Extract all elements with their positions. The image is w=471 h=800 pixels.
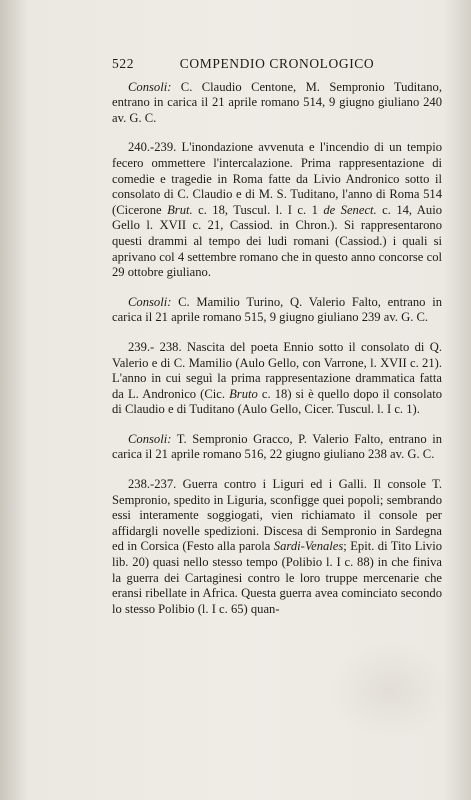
year-paragraph-240: 240.-239. L'inondazione avvenuta e l'incendio di un tempio fecero ommettere l'intercalazione. Prima rappresentazione di comedie e tragedie in Roma fatte da Livio Andronico sotto il consolato di C. Claudio e di M. S. Tuditano, l'anno di Roma 514 (Cicerone Brut. c. 18, Tuscul. l. I c. 1 de Senect. c. 14, Auio Gello l. XVII c. 21, Cassiod. in Chron.). Si rappresentarono questi drammi al tempo dei ludi romani (Cassiod.) i quali si aprivano col 4 settembre romano che in questo anno concorse col 29 ottobre giuliano.: [112, 140, 442, 280]
page-header: [112, 56, 442, 72]
year-label: 240.-239.: [128, 140, 177, 155]
year-label: 239.- 238.: [128, 339, 182, 354]
year-label: 238.-237.: [128, 477, 177, 492]
consuls-label: Consoli:: [128, 294, 172, 309]
consuls-paragraph-3: Consoli: T. Sempronio Gracco, P. Valerio Falto, entrano in carica il 21 aprile romano 516, 22 giugno giuliano 238 av. G. C.: [112, 431, 442, 462]
year-paragraph-238: 238.-237. Guerra contro i Liguri ed i Galli. Il console T. Sempronio, spedito in Liguria, sconfigge quei popoli; sembrando essi interamente soggiogati, vien richiamato il console per affidargli novelle spedizioni. Discesa di Sempronio in Sardegna ed in Corsica (Festo alla parola Sardi-Venales; Epit. di Tito Livio lib. 20) quasi nello stesso tempo (Polibio l. I c. 88) in che finiva la guerra dei Cartaginesi contro le loro truppe mercenarie che eransi ribellate in Africa. Questa guerra avea cominciato secondo lo stesso Polibio (l. I c. 65) quan-: [112, 477, 442, 616]
year-paragraph-239: 239.- 238. Nascita del poeta Ennio sotto il consolato di Q. Valerio e di C. Mamilio (Aulo Gello, con Varrone, l. XVII c. 21). L'anno in cui seguì la prima rappresentazione drammatica fatta da L. Andronico (Cic. Bruto c. 18) si è quello dopo il consolato di Claudio e di Tuditano (Aulo Gello, Cicer. Tuscul. l. I c. 1).: [112, 339, 443, 417]
page-number: 522: [112, 56, 135, 71]
consuls-label: Consoli:: [128, 79, 172, 94]
consuls-label: Consoli:: [128, 431, 172, 446]
consuls-paragraph-1: Consoli: C. Claudio Centone, M. Sempronio Tuditano, entrano in carica il 21 aprile romano 514, 9 giugno giuliano 240 av. G. C.: [112, 79, 442, 125]
page-text: [112, 56, 442, 631]
paper-stain: [330, 640, 450, 740]
consuls-paragraph-2: Consoli: C. Mamilio Turino, Q. Valerio Falto, entrano in carica il 21 aprile romano 515, 9 giugno giuliano 239 av. G. C.: [112, 294, 442, 325]
running-title: COMPENDIO CRONOLOGICO: [179, 56, 375, 71]
